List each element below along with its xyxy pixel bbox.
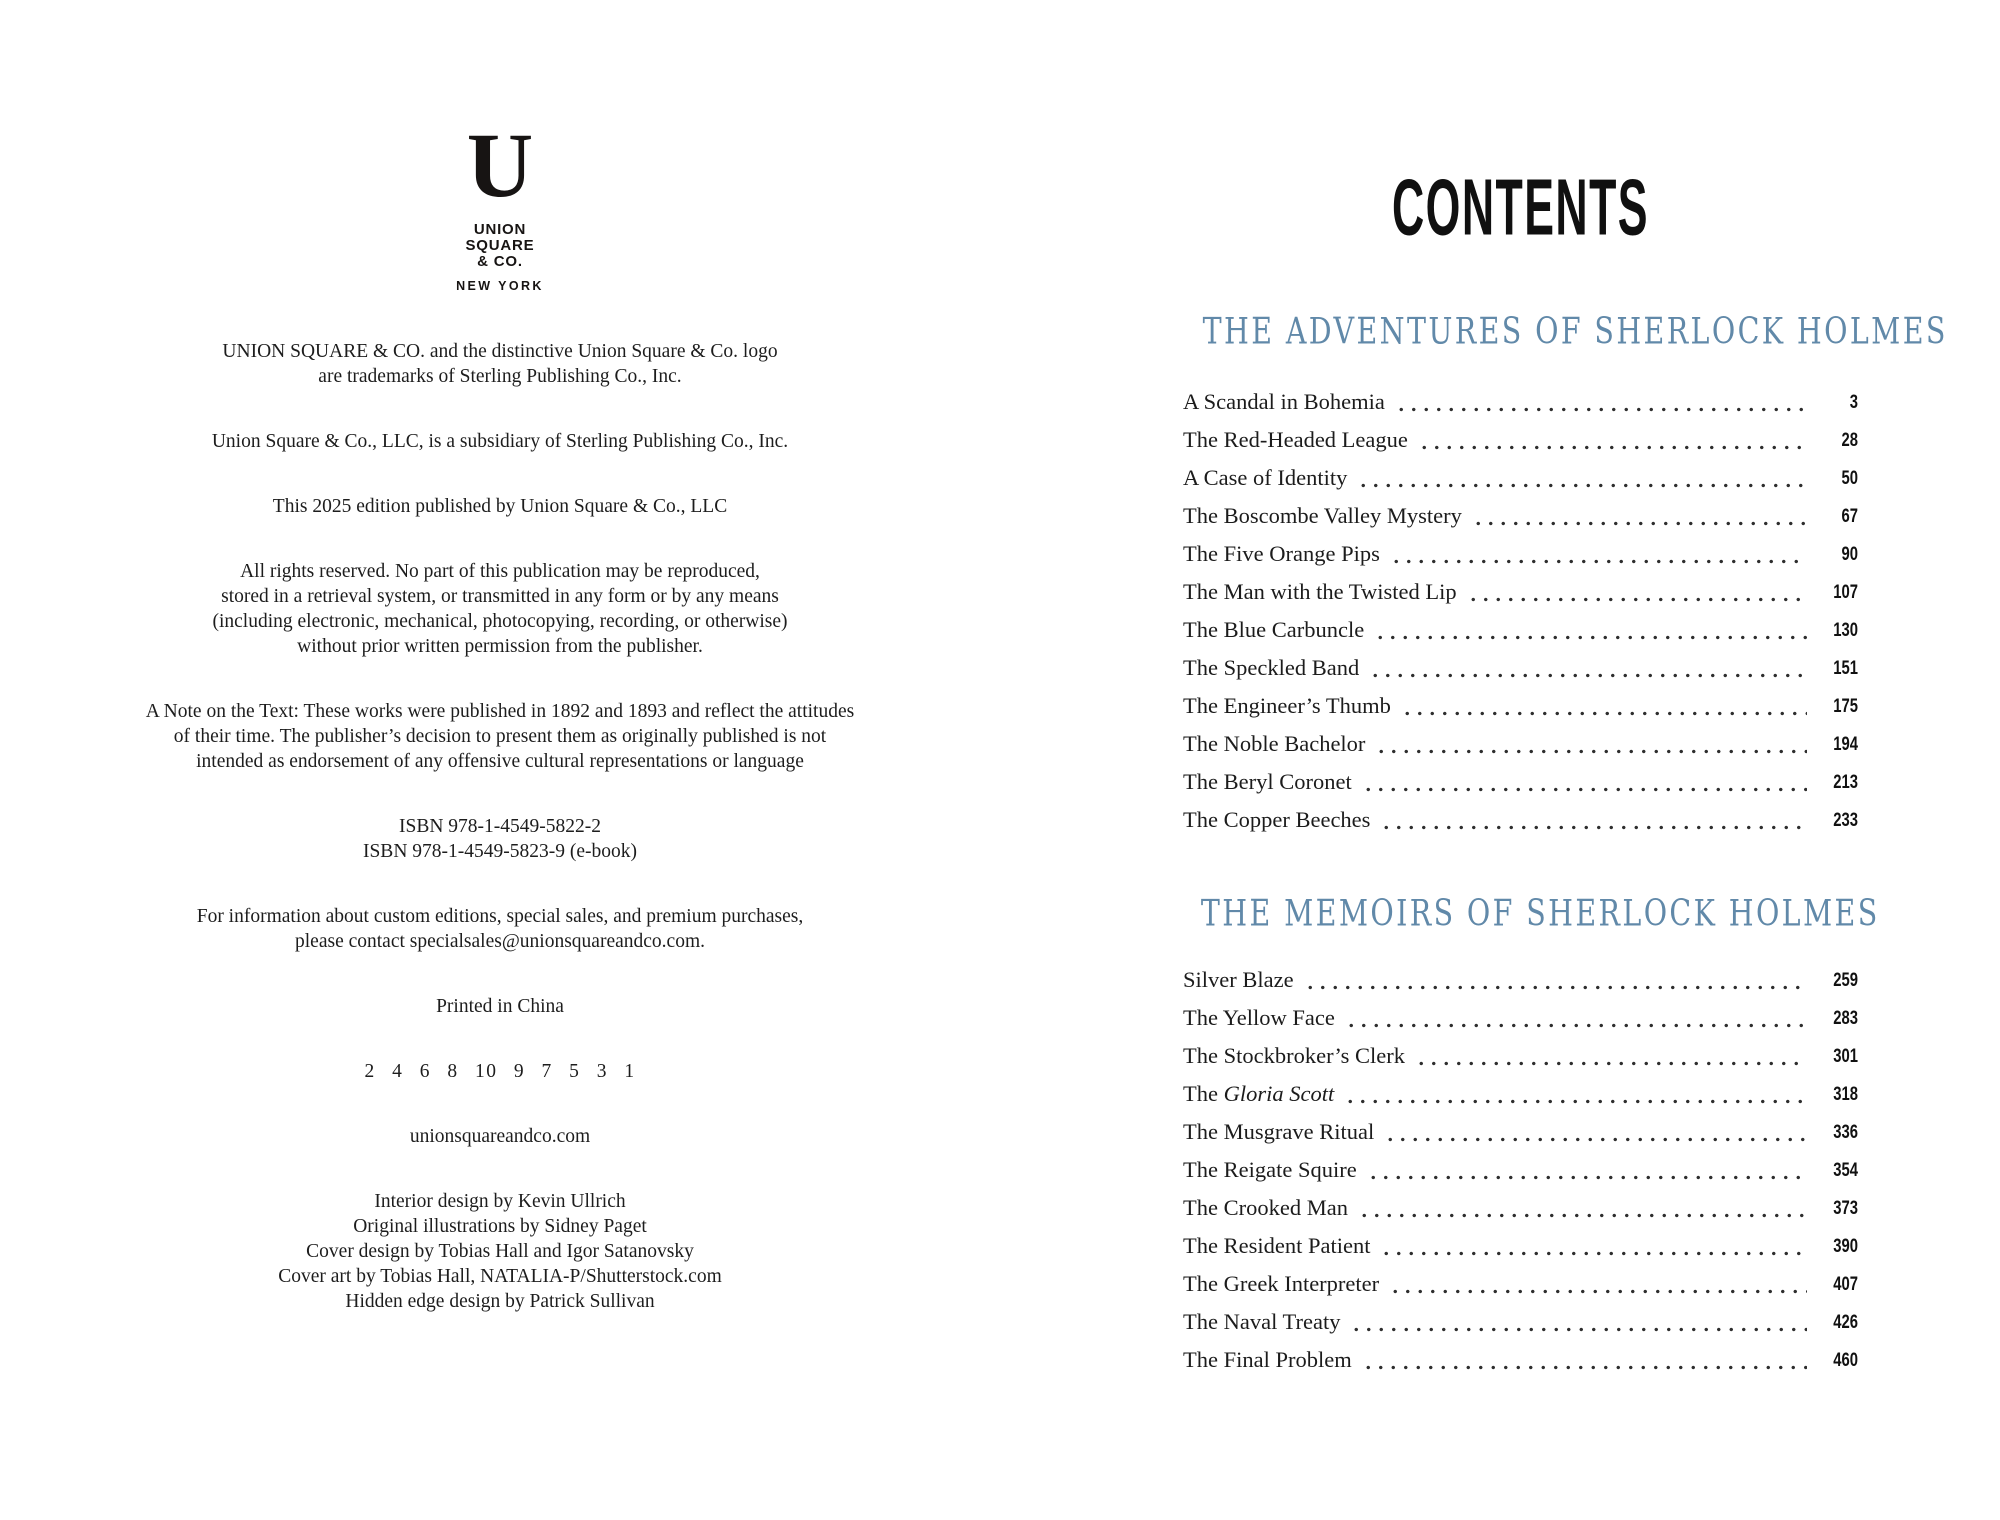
toc-row xyxy=(1183,497,1858,535)
toc-page-number: 283 xyxy=(1833,1007,1858,1029)
dot-leader xyxy=(1367,1151,1807,1189)
toc-row xyxy=(1183,1113,1858,1151)
toc-row xyxy=(1183,801,1858,839)
toc-entry-label: The Engineer’s Thumb xyxy=(1183,693,1391,718)
note-on-text xyxy=(50,699,950,774)
subsidiary-note xyxy=(50,429,950,454)
colophon-line: stored in a retrieval system, or transmitted in any form or by any means xyxy=(221,585,779,607)
toc-page-number: 336 xyxy=(1833,1121,1858,1143)
toc-row xyxy=(1183,459,1858,497)
dot-leader xyxy=(1357,459,1807,497)
dot-leader xyxy=(1472,497,1807,535)
toc-entry-label: A Scandal in Bohemia xyxy=(1183,389,1385,414)
toc-row xyxy=(1183,999,1858,1037)
toc-entry-label: The Noble Bachelor xyxy=(1183,731,1366,756)
toc-page-number: 318 xyxy=(1833,1083,1858,1105)
toc-entry-label: The Five Orange Pips xyxy=(1183,541,1380,566)
special-sales-note xyxy=(50,904,950,954)
toc-page-number: 28 xyxy=(1841,429,1858,451)
rights-notice xyxy=(50,559,950,659)
toc-page-number: 259 xyxy=(1833,969,1858,991)
toc-row xyxy=(1183,725,1858,763)
toc-page-number: 107 xyxy=(1833,581,1858,603)
toc-row xyxy=(1183,1189,1858,1227)
toc-row xyxy=(1183,611,1858,649)
toc-row xyxy=(1183,1151,1858,1189)
toc-row xyxy=(1183,573,1858,611)
toc-page-number: 151 xyxy=(1833,657,1858,679)
publisher-name-line: & CO. xyxy=(477,252,523,270)
dot-leader xyxy=(1384,1113,1807,1151)
toc-entry-label: The Reigate Squire xyxy=(1183,1157,1357,1182)
print-run-numbers: 2 4 6 8 10 9 7 5 3 1 xyxy=(364,1060,636,1082)
toc-page-number: 233 xyxy=(1833,809,1858,831)
dot-leader xyxy=(1358,1189,1807,1227)
dot-leader xyxy=(1390,535,1807,573)
toc-entry-label: The Beryl Coronet xyxy=(1183,769,1352,794)
toc-page-number: 390 xyxy=(1833,1235,1858,1257)
publisher-website xyxy=(50,1124,950,1149)
publisher-city: NEW YORK xyxy=(456,278,544,293)
toc-entry-label: The Musgrave Ritual xyxy=(1183,1119,1375,1144)
credit-line: Hidden edge design by Patrick Sullivan xyxy=(345,1290,655,1312)
toc-page-number: 3 xyxy=(1849,391,1858,413)
publisher-name xyxy=(0,222,1000,270)
section-heading-memoirs: THE MEMOIRS OF SHERLOCK HOLMES xyxy=(1200,893,1880,935)
credit-line: Original illustrations by Sidney Paget xyxy=(353,1215,647,1237)
publisher-name-line: UNION xyxy=(473,221,527,239)
credit-line: Cover art by Tobias Hall, NATALIA-P/Shutterstock.com xyxy=(278,1265,722,1287)
colophon-line: without prior written permission from the publisher. xyxy=(297,635,703,657)
toc-entry-label: The Resident Patient xyxy=(1183,1233,1371,1258)
toc-column xyxy=(1183,163,1948,1379)
toc-row xyxy=(1183,383,1858,421)
toc-entry-label: The Crooked Man xyxy=(1183,1195,1348,1220)
dot-leader xyxy=(1467,573,1807,611)
toc-row xyxy=(1183,1227,1858,1265)
toc-page-number: 213 xyxy=(1833,771,1858,793)
toc-row xyxy=(1183,421,1858,459)
dot-leader xyxy=(1395,383,1807,421)
toc-row xyxy=(1183,1341,1858,1379)
page-title-text: CONTENTS xyxy=(1391,164,1650,253)
isbn-block xyxy=(50,814,950,864)
toc-row xyxy=(1183,1075,1858,1113)
toc-list-adventures xyxy=(1183,383,1858,839)
toc-page-number: 426 xyxy=(1833,1311,1858,1333)
toc-entry-label: The Boscombe Valley Mystery xyxy=(1183,503,1462,528)
toc-page-number: 301 xyxy=(1833,1045,1858,1067)
toc-row xyxy=(1183,687,1858,725)
colophon-line: For information about custom editions, special sales, and premium purchases, xyxy=(196,905,804,927)
dot-leader xyxy=(1380,801,1807,839)
toc-row xyxy=(1183,649,1858,687)
colophon-text xyxy=(50,339,950,1314)
toc-row xyxy=(1183,1303,1858,1341)
toc-entry-label: A Case of Identity xyxy=(1183,465,1348,490)
toc-row xyxy=(1183,961,1858,999)
toc-page-number: 90 xyxy=(1841,543,1858,565)
toc-entry-label: The Final Problem xyxy=(1183,1347,1352,1372)
colophon-line: (including electronic, mechanical, photocopying, recording, or otherwise) xyxy=(212,610,788,632)
toc-entry-label: The Yellow Face xyxy=(1183,1005,1335,1030)
dot-leader xyxy=(1362,763,1807,801)
toc-page-number: 175 xyxy=(1833,695,1858,717)
toc-page-number: 130 xyxy=(1833,619,1858,641)
toc-row xyxy=(1183,763,1858,801)
colophon-line: This 2025 edition published by Union Square & Co., LLC xyxy=(272,495,728,517)
colophon-line: Printed in China xyxy=(436,995,564,1017)
toc-page-number: 50 xyxy=(1841,467,1858,489)
credit-line: Interior design by Kevin Ullrich xyxy=(374,1190,626,1212)
toc-entry-label: The Greek Interpreter xyxy=(1183,1271,1380,1296)
isbn-ebook: ISBN 978-1-4549-5823-9 (e-book) xyxy=(362,840,638,862)
toc-page-number: 373 xyxy=(1833,1197,1858,1219)
dot-leader xyxy=(1401,687,1807,725)
dot-leader xyxy=(1369,649,1807,687)
colophon-line: All rights reserved. No part of this publication may be reproduced, xyxy=(240,560,760,582)
toc-row xyxy=(1183,1037,1858,1075)
toc-row xyxy=(1183,1265,1858,1303)
page-title xyxy=(1183,163,1858,255)
publisher-u-icon: U xyxy=(466,114,534,216)
toc-page-number: 407 xyxy=(1833,1273,1858,1295)
toc-entry-label: The Copper Beeches xyxy=(1183,807,1371,832)
toc-entry-label: The Speckled Band xyxy=(1183,655,1360,680)
edition-note xyxy=(50,494,950,519)
toc-entry-label: The Blue Carbuncle xyxy=(1183,617,1365,642)
colophon-line: of their time. The publisher’s decision to present them as originally published is not xyxy=(173,725,827,747)
toc-entry-label: The Red-Headed League xyxy=(1183,427,1408,452)
dot-leader xyxy=(1380,1227,1807,1265)
colophon-line: please contact specialsales@unionsquareandco.com. xyxy=(295,930,705,952)
toc-entry-label: The xyxy=(1183,1081,1224,1106)
colophon-line: A Note on the Text: These works were published in 1892 and 1893 and reflect the attitudes xyxy=(145,700,855,722)
toc-entry-label: The Naval Treaty xyxy=(1183,1309,1341,1334)
toc-row xyxy=(1183,535,1858,573)
contents-page xyxy=(1000,0,2000,1520)
dot-leader xyxy=(1304,961,1807,999)
dot-leader xyxy=(1389,1265,1807,1303)
dot-leader xyxy=(1362,1341,1807,1379)
colophon-line: intended as endorsement of any offensive cultural representations or language xyxy=(196,750,804,772)
printed-in xyxy=(50,994,950,1019)
trademark-note xyxy=(50,339,950,389)
toc-list-memoirs xyxy=(1183,961,1858,1379)
publisher-logo xyxy=(0,0,1000,293)
website-url: unionsquareandco.com xyxy=(409,1125,591,1147)
toc-page-number: 460 xyxy=(1833,1349,1858,1371)
dot-leader xyxy=(1375,725,1807,763)
toc-entry-label-italic: Gloria Scott xyxy=(1223,1081,1335,1106)
dot-leader xyxy=(1418,421,1807,459)
isbn-print: ISBN 978-1-4549-5822-2 xyxy=(398,815,602,837)
dot-leader xyxy=(1350,1303,1807,1341)
toc-entry-label: The Stockbroker’s Clerk xyxy=(1183,1043,1406,1068)
toc-page-number: 67 xyxy=(1841,505,1858,527)
publisher-name-line: SQUARE xyxy=(465,237,535,255)
toc-entry-label: The Man with the Twisted Lip xyxy=(1183,579,1457,604)
toc-page-number: 354 xyxy=(1833,1159,1858,1181)
dot-leader xyxy=(1345,999,1807,1037)
credit-line: Cover design by Tobias Hall and Igor Satanovsky xyxy=(306,1240,694,1262)
colophon-line: Union Square & Co., LLC, is a subsidiary of Sterling Publishing Co., Inc. xyxy=(211,430,789,452)
dot-leader xyxy=(1374,611,1807,649)
print-run-line xyxy=(50,1059,950,1084)
section-heading-adventures: THE ADVENTURES OF SHERLOCK HOLMES xyxy=(1202,311,1948,353)
toc-page-number: 194 xyxy=(1833,733,1858,755)
dot-leader xyxy=(1344,1075,1807,1113)
colophon-line: are trademarks of Sterling Publishing Co., Inc. xyxy=(318,365,682,387)
toc-entry-label: Silver Blaze xyxy=(1183,967,1294,992)
credits xyxy=(50,1189,950,1314)
colophon-line: UNION SQUARE & CO. and the distinctive Union Square & Co. logo xyxy=(222,340,778,362)
dot-leader xyxy=(1415,1037,1807,1075)
